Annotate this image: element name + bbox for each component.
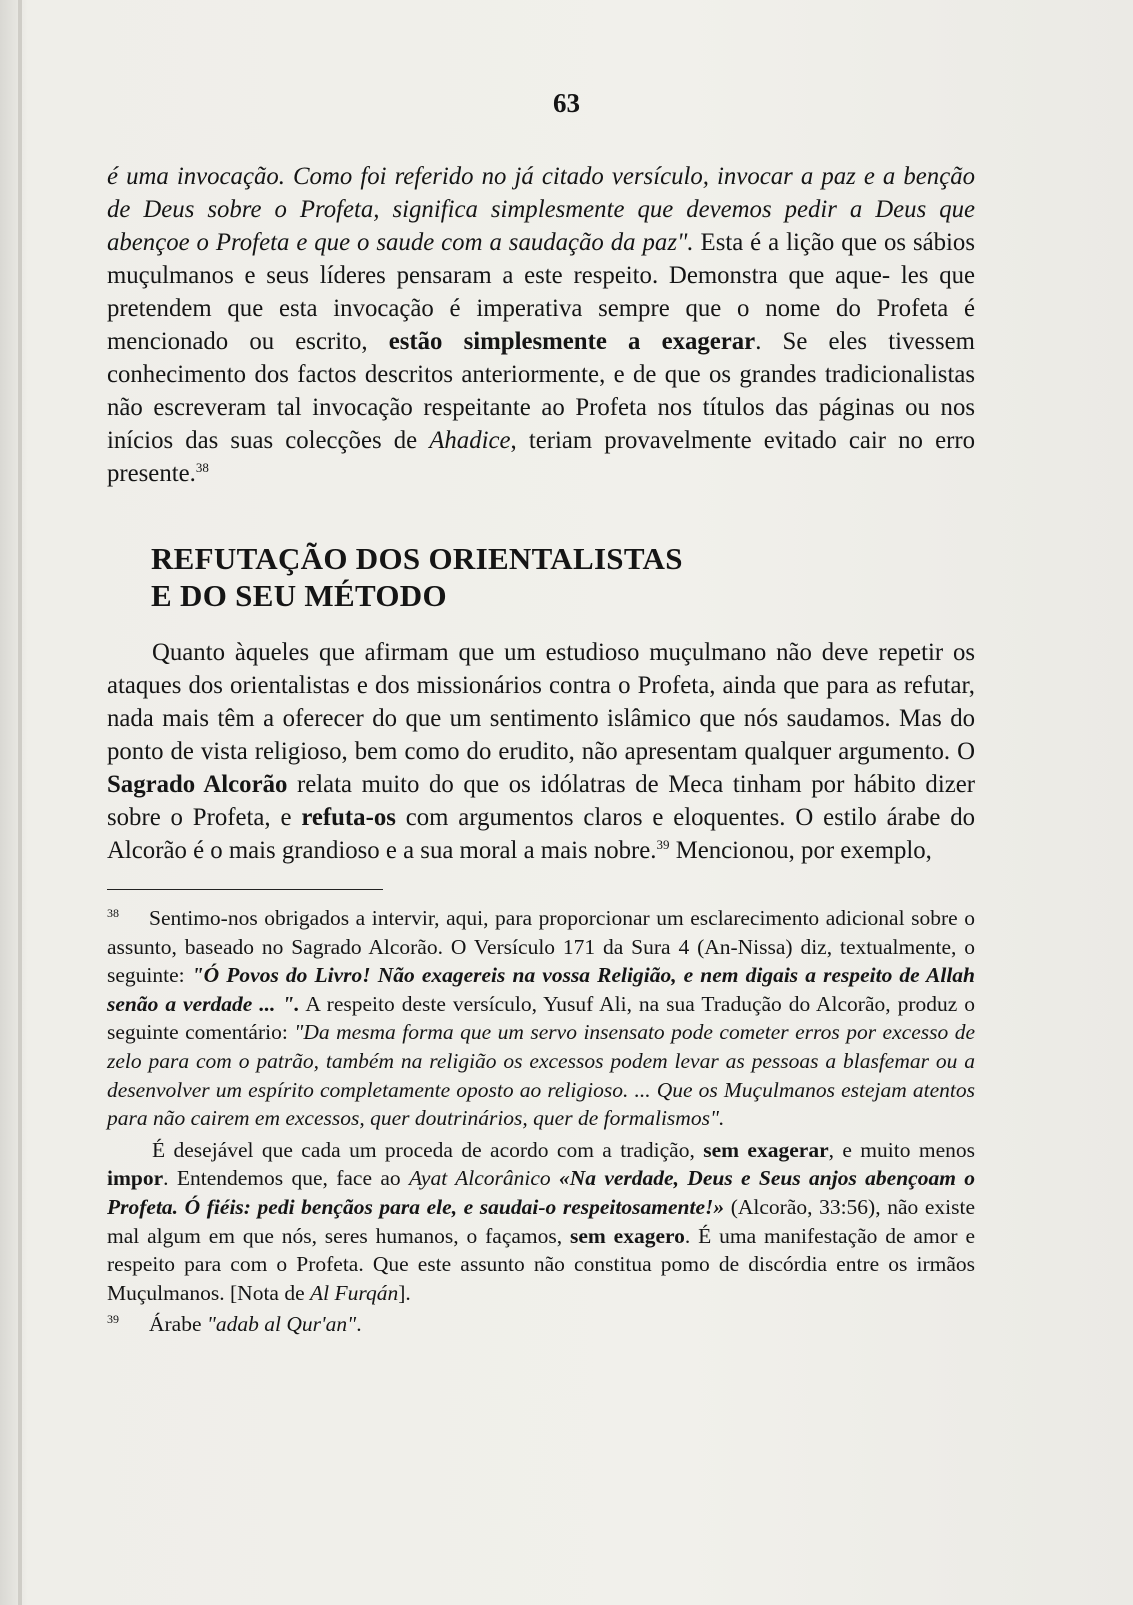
footnote-marker: 38 [107, 906, 119, 920]
italic-span: Al Furqán [310, 1280, 399, 1305]
bold-italic-span: «Na verdade, Deus e Seus anjos abençoam o Profeta. Ó fiéis: pedi bençãos para ele, e saudai-o respeitosamente!» [107, 1166, 976, 1219]
footnote-38 [107, 904, 975, 1133]
bold-italic-span: "Ó Povos do Livro! Não exagereis na vossa Religião, e nem digais a respeito de Allah senão a verdade ... ". [107, 963, 976, 1016]
text-span: . É uma manifestação de amor e respeito para com o Profeta. Que este assunto não constitua pomo de discórdia entre os irmãos Muçulmanos. [Nota de [107, 1223, 975, 1305]
footnote-marker: 39 [107, 1312, 119, 1327]
text-span: , e muito menos [828, 1137, 975, 1162]
bold-span: sem exagerar [703, 1137, 829, 1162]
italic-span: Ayat Alcorânico [408, 1166, 551, 1191]
footnote-ref-38: 38 [195, 460, 209, 475]
italic-span: Ahadice [429, 427, 511, 454]
paragraph-1 [107, 160, 975, 490]
bold-span: impor [107, 1166, 164, 1191]
section-heading [151, 540, 975, 614]
italic-span: "adab al Qur'an" [206, 1312, 357, 1337]
text-span: , teriam provavelmente evitado cair no erro presente. [107, 427, 975, 487]
text-span: ]. [398, 1280, 411, 1305]
footnotes [107, 904, 975, 1339]
text-span: Quanto àqueles que afirmam que um estudioso muçulmano não deve repetir os ataques dos orientalistas e dos missionários contra o Profeta, ainda que para as refutar, nada mais têm a oferecer do que um sentimento islâmico que nós saudamos. Mas do ponto de vista religioso, bem como do erudito, não apresentam qualquer argumento. O [107, 639, 975, 765]
text-span: É desejável que cada um proceda de acordo com a tradição, [152, 1137, 704, 1162]
text-span: relata muito do que os idólatras de Meca tinham por hábito dizer sobre o Profeta, e [107, 771, 975, 831]
bold-span: refuta-os [301, 804, 396, 831]
text-span: A respeito deste versículo, Yusuf Ali, na sua Tradução do Alcorão, produz o seguinte comentário: [107, 991, 975, 1045]
text-span: . Entendemos que, face ao [163, 1166, 409, 1191]
text-span: Árabe [149, 1312, 207, 1337]
page-number: 63 [553, 88, 580, 118]
footnote-separator [107, 889, 383, 890]
footnote-ref-39: 39 [656, 837, 670, 852]
bold-span: estão simplesmente a exagerar [388, 328, 756, 355]
text-span: com argumentos claros e eloquentes. O estilo árabe do Alcorão é o mais grandioso e a sua moral a mais nobre. [107, 804, 975, 864]
page-content [107, 160, 975, 1339]
text-span: (Alcorão, 33:56), não existe mal algum em que nós, seres humanos, o façamos, [107, 1194, 975, 1248]
footnote-38-continuation [107, 1136, 975, 1308]
heading-line-2: E DO SEU MÉTODO [151, 578, 447, 613]
heading-line-1: REFUTAÇÃO DOS ORIENTALISTAS [151, 541, 683, 576]
paragraph-2 [107, 636, 975, 867]
bold-span: sem exagero [569, 1223, 685, 1248]
page-edge-shadow [18, 0, 22, 1605]
bold-span: Sagrado Alcorão [107, 771, 288, 798]
text-span: Sentimo-nos obrigados a intervir, aqui, para proporcionar um esclarecimento adicional sobre o assunto, baseado no Sagrado Alcorão. O Versículo 171 da Sura 4 (An-Nissa) diz, textualmente, o seguinte: [107, 906, 975, 988]
text-span: Mencionou, por exemplo, [669, 837, 932, 864]
text-span: Esta é a lição que os sábios muçulmanos e seus líderes pensaram a este respeito. Demonstra que aque- les que pretendem que esta invocação é imperativa sempre que o nome do Profeta é mencionado ou escrito, [107, 229, 975, 355]
text-span [551, 1166, 559, 1190]
footnote-39 [107, 1310, 975, 1339]
text-span: . [356, 1312, 362, 1337]
text-span: . Se eles tivessem conhecimento dos factos descritos anteriormente, e de que os grandes tradicionalistas não escreveram tal invocação respeitante ao Profeta nos títulos das páginas ou nos inícios das suas colecções de [107, 328, 975, 454]
italic-span: "Da mesma forma que um servo insensato pode cometer erros por excesso de zelo para com o patrão, também na religião os excessos podem levar as pessoas a blasfemar ou a desenvolver um espírito completamente oposto ao religioso. ... Que os Muçulmanos estejam atentos para não cairem em excessos, quer doutrinários, quer de formalismos". [107, 1020, 975, 1131]
italic-span: é uma invocação. Como foi referido no já citado versículo, invocar a paz e a benção de Deus sobre o Profeta, significa simplesmente que devemos pedir a Deus que abençoe o Profeta e que o saude com a saudação da paz". [107, 163, 975, 256]
